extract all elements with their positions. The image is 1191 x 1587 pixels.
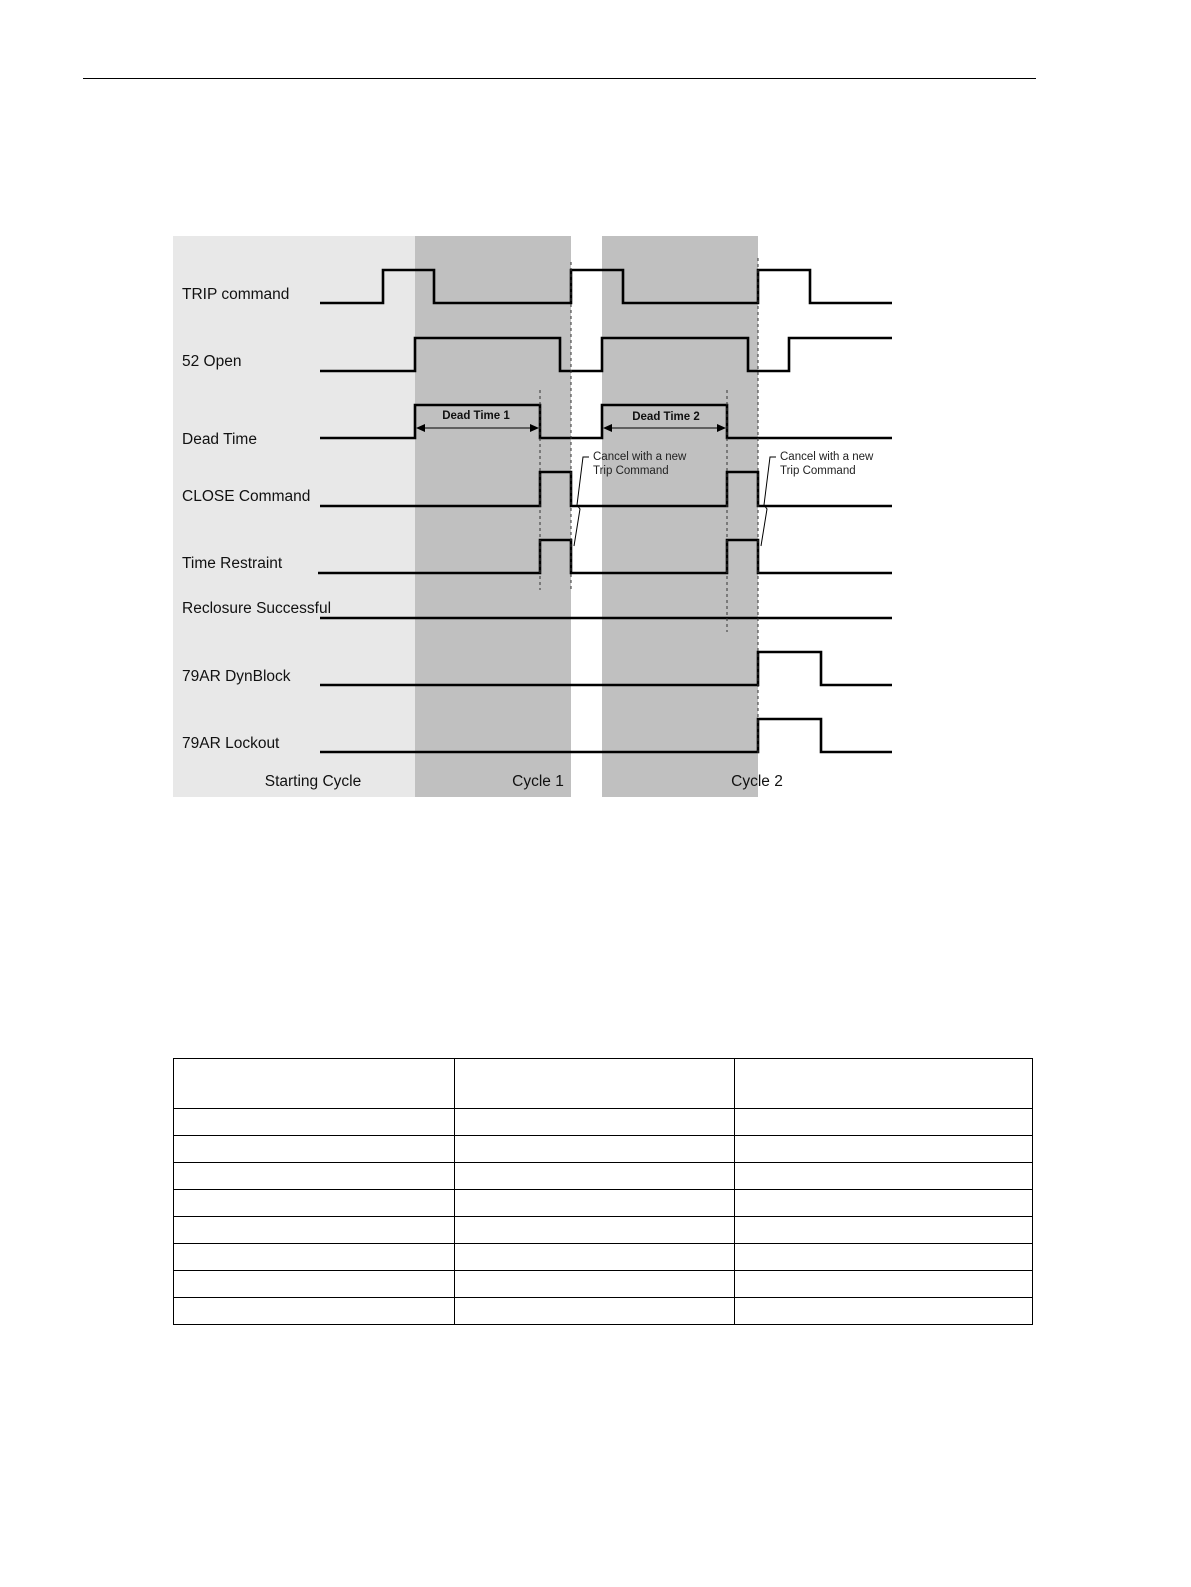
table-cell: [455, 1136, 735, 1163]
signal-label-52-open: 52 Open: [182, 353, 242, 370]
cycle-2-band: [602, 236, 758, 797]
cancel-annotation-2-line2: Trip Command: [780, 465, 856, 477]
cancel-annotation-1-line2: Trip Command: [593, 465, 669, 477]
table-cell: [735, 1059, 1033, 1109]
table-cell: [735, 1163, 1033, 1190]
table-cell: [455, 1298, 735, 1325]
table-cell: [735, 1271, 1033, 1298]
table-cell: [455, 1244, 735, 1271]
table-cell: [174, 1109, 455, 1136]
table-header-row: [174, 1059, 1033, 1109]
table-cell: [455, 1217, 735, 1244]
cancel-annotation-2: [761, 451, 874, 546]
starting-cycle-band: [173, 236, 415, 797]
table-row: [174, 1217, 1033, 1244]
table-row: [174, 1109, 1033, 1136]
table-cell: [455, 1163, 735, 1190]
table-cell: [174, 1136, 455, 1163]
table-cell: [174, 1244, 455, 1271]
table-cell: [174, 1271, 455, 1298]
signal-label-reclosure-successful: Reclosure Successful: [182, 600, 332, 617]
table-cell: [174, 1298, 455, 1325]
table-cell: [174, 1190, 455, 1217]
table-cell: [735, 1136, 1033, 1163]
table-cell: [735, 1190, 1033, 1217]
signal-label-79ar-lockout: 79AR Lockout: [182, 735, 280, 752]
table-cell: [174, 1163, 455, 1190]
table-row: [174, 1136, 1033, 1163]
table-cell: [735, 1109, 1033, 1136]
table-cell: [735, 1217, 1033, 1244]
table-cell: [174, 1059, 455, 1109]
table-row: [174, 1244, 1033, 1271]
signal-label-dead-time: Dead Time: [182, 431, 257, 448]
table-cell: [735, 1298, 1033, 1325]
table-cell: [455, 1059, 735, 1109]
cancel-annotation-1-line1: Cancel with a new: [593, 451, 687, 463]
table-row: [174, 1298, 1033, 1325]
cycle-label-1: Cycle 1: [512, 773, 564, 790]
table-cell: [174, 1217, 455, 1244]
signal-label-time-restraint: Time Restraint: [182, 555, 283, 572]
table-row: [174, 1190, 1033, 1217]
signal-label-close-command: CLOSE Command: [182, 488, 311, 505]
cycle-1-band: [415, 236, 571, 797]
cycle-label-2: Cycle 2: [731, 773, 783, 790]
table-row: [174, 1163, 1033, 1190]
cancel-annotation-2-line1: Cancel with a new: [780, 451, 874, 463]
cycle-label-starting: Starting Cycle: [264, 773, 362, 790]
table-cell: [735, 1244, 1033, 1271]
table-row: [174, 1271, 1033, 1298]
dead-time-2-label: Dead Time 2: [632, 411, 700, 423]
table-cell: [455, 1190, 735, 1217]
table-cell: [455, 1109, 735, 1136]
signal-label-trip-command: TRIP command: [182, 286, 290, 303]
signal-label-79ar-dynblock: 79AR DynBlock: [182, 668, 291, 685]
dead-time-1-label: Dead Time 1: [442, 410, 510, 422]
table-cell: [455, 1271, 735, 1298]
settings-table: [173, 1058, 1033, 1325]
